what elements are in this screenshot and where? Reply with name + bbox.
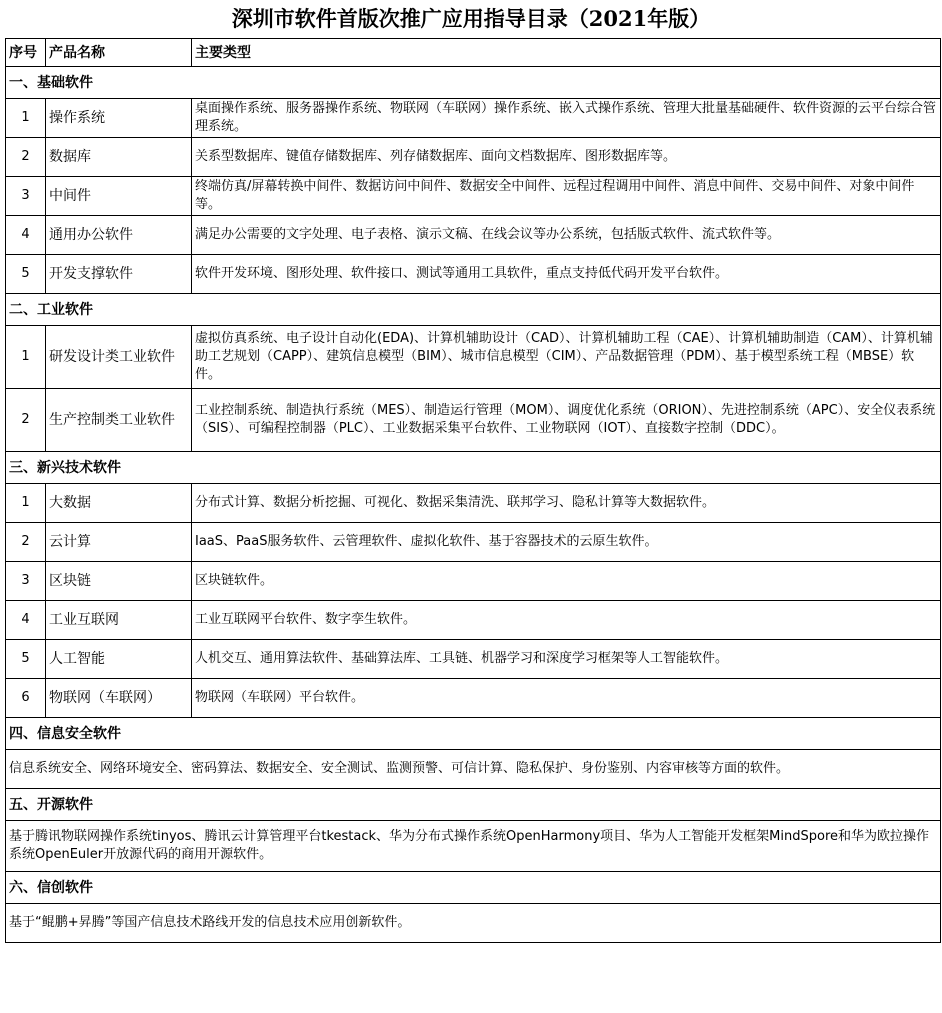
table-row (6, 216, 941, 255)
table-row (6, 177, 941, 216)
row-name: 通用办公软件 (46, 216, 192, 255)
page-title: 深圳市软件首版次推广应用指导目录（2021年版） (231, 6, 711, 31)
row-num: 3 (6, 177, 46, 216)
row-num: 1 (6, 99, 46, 138)
row-type: 工业互联网平台软件、数字孪生软件。 (192, 601, 941, 640)
table-header (6, 39, 941, 67)
row-num: 4 (6, 216, 46, 255)
row-name: 大数据 (46, 484, 192, 523)
table-row (6, 601, 941, 640)
section-security-text: 信息系统安全、网络环境安全、密码算法、数据安全、安全测试、监测预警、可信计算、隐私保护、身份鉴别、内容审核等方面的软件。 (6, 750, 941, 789)
section-basic-label: 一、基础软件 (6, 67, 941, 99)
table-row (6, 326, 941, 389)
row-num: 1 (6, 326, 46, 389)
section-xinchuang-text: 基于“鲲鹏+昇腾”等国产信息技术路线开发的信息技术应用创新软件。 (6, 904, 941, 943)
row-name: 工业互联网 (46, 601, 192, 640)
row-type: 区块链软件。 (192, 562, 941, 601)
row-type: 物联网（车联网）平台软件。 (192, 679, 941, 718)
table-row (6, 255, 941, 294)
catalog-table (5, 38, 941, 943)
row-type: 终端仿真/屏幕转换中间件、数据访问中间件、数据安全中间件、远程过程调用中间件、消息中间件、交易中间件、对象中间件等。 (192, 177, 941, 216)
row-name: 人工智能 (46, 640, 192, 679)
row-num: 2 (6, 138, 46, 177)
section-emerging-label: 三、新兴技术软件 (6, 452, 941, 484)
row-name: 中间件 (46, 177, 192, 216)
row-name: 数据库 (46, 138, 192, 177)
table-row (6, 138, 941, 177)
row-num: 1 (6, 484, 46, 523)
row-type: IaaS、PaaS服务软件、云管理软件、虚拟化软件、基于容器技术的云原生软件。 (192, 523, 941, 562)
row-type: 工业控制系统、制造执行系统（MES）、制造运行管理（MOM）、调度优化系统（ORION）、先进控制系统（APC）、安全仪表系统（SIS）、可编程控制器（PLC）、工业数据采集平台软件、工业物联网（IOT）、直接数字控制（DDC）。 (192, 389, 941, 452)
row-name: 生产控制类工业软件 (46, 389, 192, 452)
row-name: 开发支撑软件 (46, 255, 192, 294)
table-row (6, 523, 941, 562)
row-type: 软件开发环境、图形处理、软件接口、测试等通用工具软件，重点支持低代码开发平台软件。 (192, 255, 941, 294)
row-num: 5 (6, 640, 46, 679)
section-opensource-text: 基于腾讯物联网操作系统tinyos、腾讯云计算管理平台tkestack、华为分布式操作系统OpenHarmony项目、华为人工智能开发框架MindSpore和华为欧拉操作系统OpenEuler开放源代码的商用开源软件。 (6, 821, 941, 872)
section-xinchuang-label: 六、信创软件 (6, 872, 941, 904)
table-row (6, 679, 941, 718)
row-type: 人机交互、通用算法软件、基础算法库、工具链、机器学习和深度学习框架等人工智能软件。 (192, 640, 941, 679)
table-row (6, 562, 941, 601)
row-type: 关系型数据库、键值存储数据库、列存储数据库、面向文档数据库、图形数据库等。 (192, 138, 941, 177)
row-name: 操作系统 (46, 99, 192, 138)
header-num: 序号 (6, 39, 46, 67)
row-num: 4 (6, 601, 46, 640)
section-security-label: 四、信息安全软件 (6, 718, 941, 750)
row-name: 研发设计类工业软件 (46, 326, 192, 389)
row-type: 虚拟仿真系统、电子设计自动化(EDA)、计算机辅助设计（CAD）、计算机辅助工程（CAE）、计算机辅助制造（CAM）、计算机辅助工艺规划（CAPP）、建筑信息模型（BIM）、城市信息模型（CIM）、产品数据管理（PDM）、基于模型系统工程（MBSE）软件。 (192, 326, 941, 389)
header-name: 产品名称 (46, 39, 192, 67)
row-type: 桌面操作系统、服务器操作系统、物联网（车联网）操作系统、嵌入式操作系统、管理大批量基础硬件、软件资源的云平台综合管理系统。 (192, 99, 941, 138)
table-row (6, 640, 941, 679)
table-row (6, 99, 941, 138)
row-name: 物联网（车联网） (46, 679, 192, 718)
table-row (6, 484, 941, 523)
row-num: 2 (6, 523, 46, 562)
row-num: 6 (6, 679, 46, 718)
section-industrial-label: 二、工业软件 (6, 294, 941, 326)
header-type: 主要类型 (192, 39, 941, 67)
row-type: 满足办公需要的文字处理、电子表格、演示文稿、在线会议等办公系统，包括版式软件、流式软件等。 (192, 216, 941, 255)
table-row (6, 389, 941, 452)
row-name: 云计算 (46, 523, 192, 562)
row-num: 3 (6, 562, 46, 601)
section-opensource-label: 五、开源软件 (6, 789, 941, 821)
row-num: 2 (6, 389, 46, 452)
row-name: 区块链 (46, 562, 192, 601)
row-type: 分布式计算、数据分析挖掘、可视化、数据采集清洗、联邦学习、隐私计算等大数据软件。 (192, 484, 941, 523)
row-num: 5 (6, 255, 46, 294)
